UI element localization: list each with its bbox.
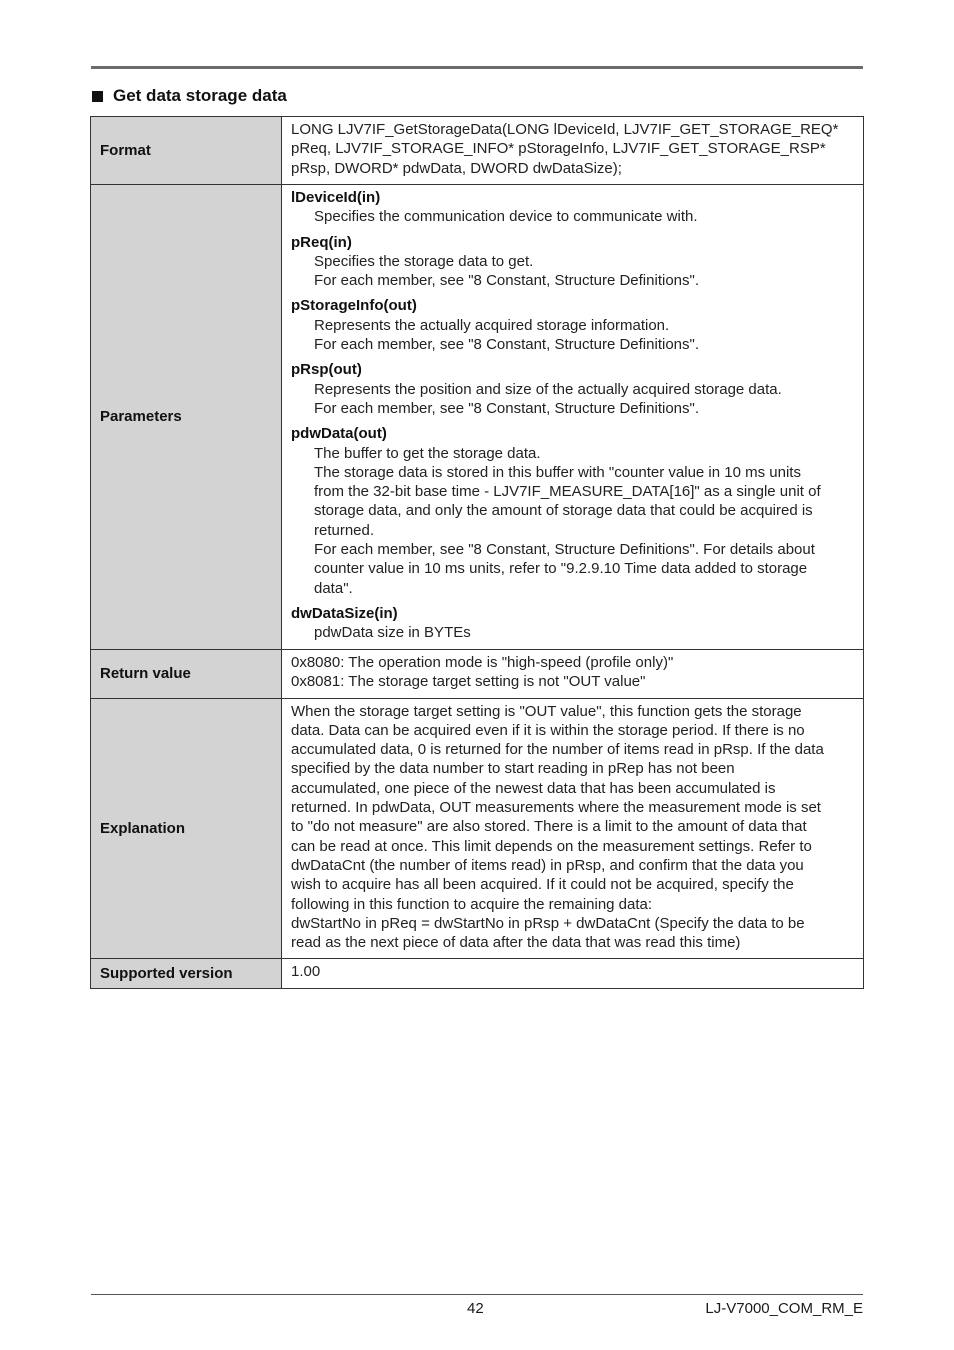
param-line: data". [314,579,353,597]
format-value [282,117,864,185]
header-rule [91,66,863,69]
explanation-line: specified by the data number to start reading in pRep has not been [291,760,735,778]
explanation-line: accumulated data, 0 is returned for the number of items read in pRsp. If the data [291,741,824,759]
explanation-line: read as the next piece of data after the data that was read this time) [291,934,741,952]
param-line: The buffer to get the storage data. [314,444,541,462]
param-line: Represents the position and size of the actually acquired storage data. [314,380,782,398]
parameters-row [91,185,864,650]
supported-version-value: 1.00 [282,959,864,988]
format-line: pReq, LJV7IF_STORAGE_INFO* pStorageInfo, LJV7IF_GET_STORAGE_RSP* [291,140,826,158]
section-heading-text: Get data storage data [113,86,287,105]
format-line: LONG LJV7IF_GetStorageData(LONG lDeviceId, LJV7IF_GET_STORAGE_REQ* [291,121,839,139]
return-value-row [91,650,864,699]
param-item [291,424,854,598]
param-item [291,233,854,291]
param-description [291,623,854,642]
explanation-value [282,698,864,959]
explanation-line: following in this function to acquire the remaining data: [291,895,653,913]
format-line: pRsp, DWORD* pdwData, DWORD dwDataSize); [291,159,622,177]
param-name: pRsp(out) [291,361,362,379]
format-label: Format [91,117,282,185]
explanation-line: can be read at once. This limit depends on the measurement settings. Refer to [291,837,812,855]
param-description [291,316,854,355]
param-line: For each member, see "8 Constant, Structure Definitions". For details about [314,541,815,559]
param-line: returned. [314,521,375,539]
param-description [291,444,854,598]
param-line: For each member, see "8 Constant, Structure Definitions". [314,272,699,290]
explanation-line: accumulated, one piece of the newest data that has been accumulated is [291,779,776,797]
param-name: pStorageInfo(out) [291,297,417,315]
param-name: dwDataSize(in) [291,604,398,622]
page-number: 42 [467,1300,484,1317]
param-line: Represents the actually acquired storage information. [314,316,670,334]
document-id: LJ-V7000_COM_RM_E [705,1300,863,1317]
explanation-row [91,698,864,959]
param-description [291,380,854,419]
param-line: For each member, see "8 Constant, Structure Definitions". [314,336,699,354]
param-item [291,360,854,418]
param-line: from the 32-bit base time - LJV7IF_MEASURE_DATA[16]" as a single unit of [314,483,821,501]
section-heading [92,86,287,106]
return-value-label: Return value [91,650,282,699]
explanation-line: wish to acquire has all been acquired. If it could not be acquired, specify the [291,876,794,894]
param-line: storage data, and only the amount of storage data that could be acquired is [314,502,813,520]
parameters-label: Parameters [91,185,282,650]
param-name: pReq(in) [291,233,352,251]
function-spec-table [90,116,864,989]
format-row [91,117,864,185]
param-line: pdwData size in BYTEs [314,624,471,642]
square-bullet-icon [92,91,103,102]
explanation-line: dwDataCnt (the number of items read) in pRsp, and confirm that the data you [291,856,804,874]
param-line: The storage data is stored in this buffer with "counter value in 10 ms units [314,463,801,481]
param-description [291,252,854,291]
explanation-line: to "do not measure" are also stored. There is a limit to the amount of data that [291,818,807,836]
return-value-line: 0x8080: The operation mode is "high-speed (profile only)" [291,654,674,671]
explanation-line: dwStartNo in pReq = dwStartNo in pRsp + dwDataCnt (Specify the data to be [291,914,805,932]
param-name: pdwData(out) [291,425,387,443]
explanation-label: Explanation [91,698,282,959]
return-value-line: 0x8081: The storage target setting is not "OUT value" [291,673,646,691]
explanation-line: data. Data can be acquired even if it is within the storage period. If there is no [291,721,805,739]
param-line: Specifies the storage data to get. [314,252,534,270]
param-description [291,207,854,226]
parameters-value [282,185,864,650]
return-value-value [282,650,864,699]
param-item [291,296,854,354]
param-line: Specifies the communication device to communicate with. [314,208,698,226]
param-name: lDeviceId(in) [291,189,381,206]
param-item [291,604,854,643]
supported-version-label: Supported version [91,959,282,988]
explanation-line: returned. In pdwData, OUT measurements where the measurement mode is set [291,799,821,817]
explanation-line: When the storage target setting is "OUT value", this function gets the storage [291,702,802,720]
supported-version-row [91,959,864,988]
param-line: counter value in 10 ms units, refer to "9.2.9.10 Time data added to storage [314,560,808,578]
param-item [291,188,854,227]
footer-rule [91,1294,863,1295]
param-line: For each member, see "8 Constant, Structure Definitions". [314,399,699,417]
